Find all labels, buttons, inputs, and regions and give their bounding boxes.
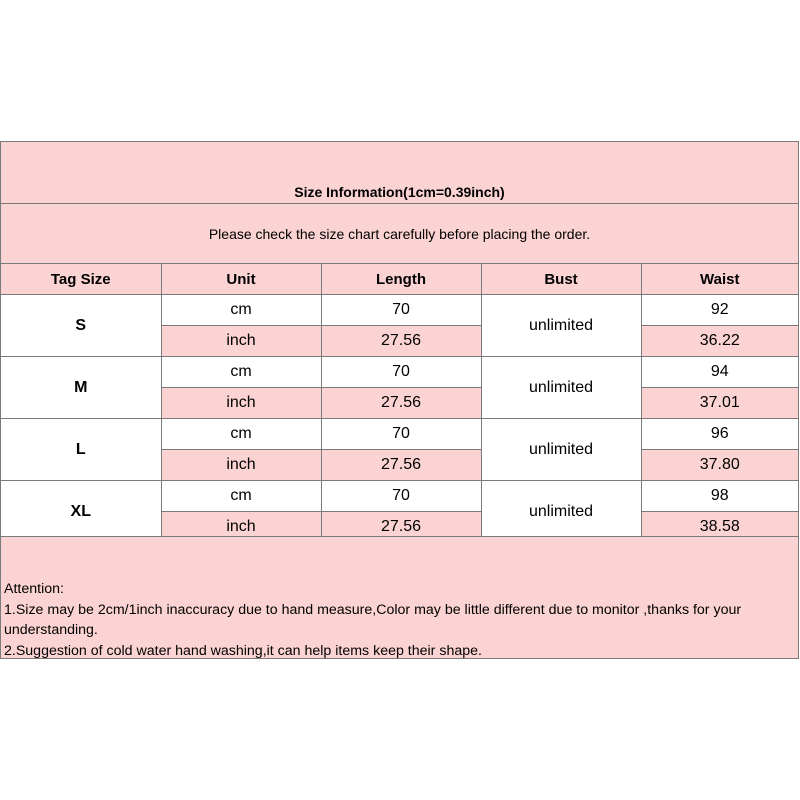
header-bust: Bust	[481, 264, 641, 295]
header-unit: Unit	[161, 264, 321, 295]
bust-cell: unlimited	[481, 481, 641, 543]
attention-notes	[4, 579, 796, 661]
chart-title: Size Information(1cm=0.39inch)	[294, 184, 505, 200]
tag-size-cell: S	[1, 295, 161, 357]
bust-cell: unlimited	[481, 295, 641, 357]
unit-cell: inch	[161, 326, 321, 357]
length-cell: 70	[321, 419, 481, 450]
tag-size-cell: L	[1, 419, 161, 481]
length-cell: 70	[321, 357, 481, 388]
table-row	[1, 357, 798, 388]
attention-line-2: 2.Suggestion of cold water hand washing,it can help items keep their shape.	[4, 642, 482, 659]
header-tag-size: Tag Size	[1, 264, 161, 295]
bust-cell: unlimited	[481, 357, 641, 419]
tag-size-cell: M	[1, 357, 161, 419]
bust-cell: unlimited	[481, 419, 641, 481]
waist-cell: 96	[641, 419, 798, 450]
table-row	[1, 295, 798, 326]
length-cell: 27.56	[321, 388, 481, 419]
waist-cell: 37.01	[641, 388, 798, 419]
unit-cell: cm	[161, 357, 321, 388]
length-cell: 27.56	[321, 512, 481, 543]
table-row	[1, 419, 798, 450]
tag-size-cell: XL	[1, 481, 161, 543]
size-chart	[0, 141, 799, 659]
unit-cell: cm	[161, 295, 321, 326]
title-band	[1, 142, 798, 204]
unit-cell: cm	[161, 419, 321, 450]
waist-cell: 38.58	[641, 512, 798, 543]
unit-cell: inch	[161, 450, 321, 481]
waist-cell: 98	[641, 481, 798, 512]
notice-band	[1, 204, 798, 264]
length-cell: 27.56	[321, 326, 481, 357]
length-cell: 27.56	[321, 450, 481, 481]
header-length: Length	[321, 264, 481, 295]
waist-cell: 92	[641, 295, 798, 326]
length-cell: 70	[321, 295, 481, 326]
waist-cell: 94	[641, 357, 798, 388]
table-row	[1, 481, 798, 512]
header-waist: Waist	[641, 264, 798, 295]
unit-cell: inch	[161, 512, 321, 543]
waist-cell: 37.80	[641, 450, 798, 481]
waist-cell: 36.22	[641, 326, 798, 357]
attention-heading: Attention:	[4, 581, 64, 597]
attention-line-1: 1.Size may be 2cm/1inch inaccuracy due to hand measure,Color may be little different due to monitor ,thanks for your understanding.	[4, 601, 742, 638]
unit-cell: inch	[161, 388, 321, 419]
length-cell: 70	[321, 481, 481, 512]
notice-text: Please check the size chart carefully before placing the order.	[208, 226, 591, 242]
attention-band	[1, 536, 798, 658]
size-table	[1, 264, 798, 543]
unit-cell: cm	[161, 481, 321, 512]
header-row	[1, 264, 798, 295]
